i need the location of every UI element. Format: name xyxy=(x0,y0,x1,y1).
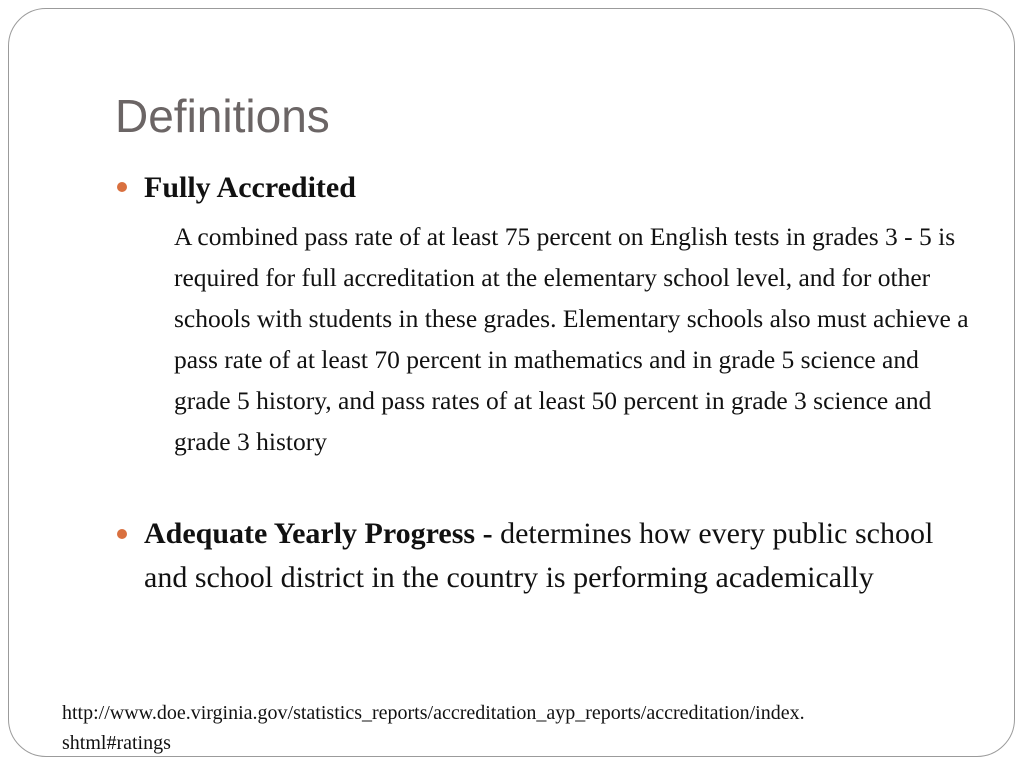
bullet-dot-icon xyxy=(117,529,127,539)
bullet-dot-icon xyxy=(117,182,127,192)
bullet-heading: Adequate Yearly Progress - xyxy=(144,517,493,550)
definition-text: determines how every public school and school district in the country is performing academically xyxy=(144,517,934,594)
bullet-heading: Fully Accredited xyxy=(144,171,356,204)
bullet-adequate-yearly-progress xyxy=(144,512,974,600)
definition-text: A combined pass rate of at least 75 percent on English tests in grades 3 - 5 is required for full accreditation at the elementary school level, and for other schools with students in these grades. Elementary schools also must achieve a pass rate of at least 70 percent in mathematics and in grade 5 science and grade 5 history, and pass rates of at least 50 percent in grade 3 science and grade 3 history xyxy=(174,222,969,456)
source-url xyxy=(62,698,982,758)
source-url-line-2: shtml#ratings xyxy=(62,732,171,754)
source-url-line-1: http://www.doe.virginia.gov/statistics_reports/accreditation_ayp_reports/accreditation/index. xyxy=(62,702,805,724)
bullet-fully-accredited xyxy=(144,168,969,462)
slide-title: Definitions xyxy=(115,90,330,142)
